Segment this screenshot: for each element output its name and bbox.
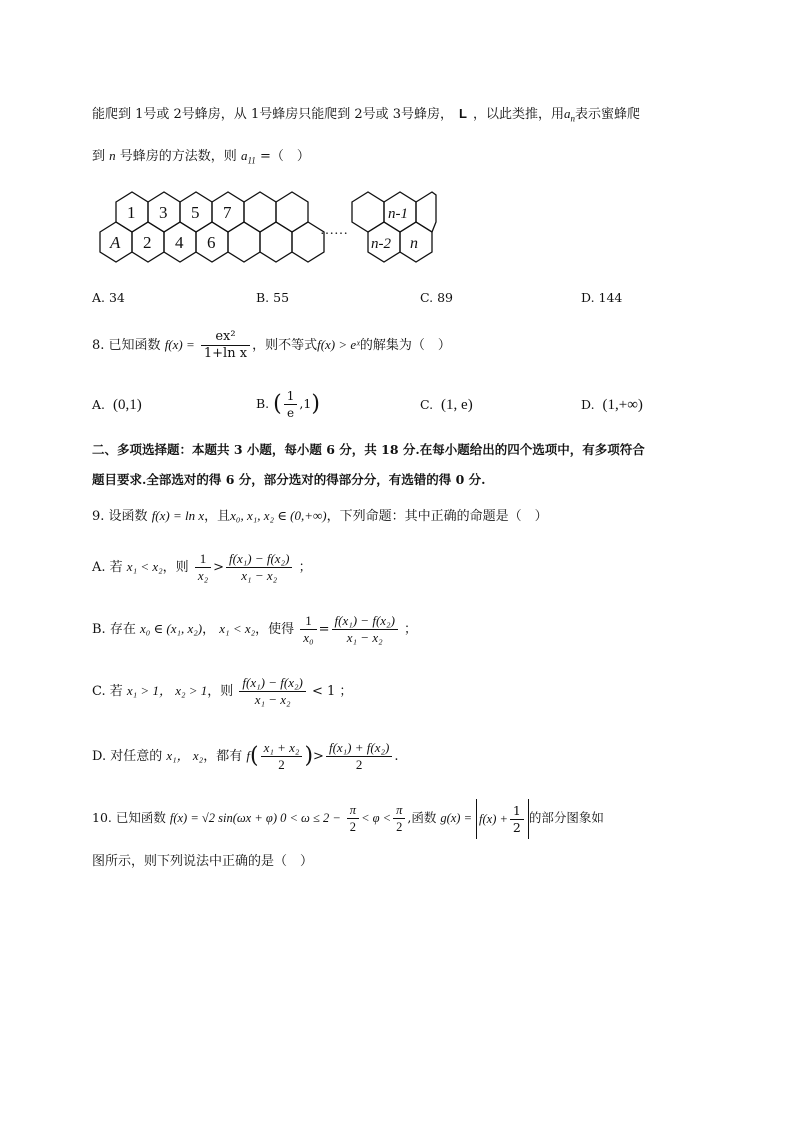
q8-b-fraction: $\frac{1}{e}$ xyxy=(284,388,298,421)
q10-abs xyxy=(476,799,529,839)
q8-option-a[interactable]: A. (0,1) xyxy=(92,397,142,413)
q9d-rparen: ) xyxy=(304,743,314,769)
q8-suffix: 的解集为（ ） xyxy=(359,338,451,353)
q8-option-c[interactable]: C. (1, e) xyxy=(420,397,473,413)
q9d-lparen: ( xyxy=(250,743,259,769)
q10-frac-pi-1: $\frac{\pi}{2}$ xyxy=(347,802,359,835)
q10-stem-line2: 图所示，则下列说法中正确的是（ ） xyxy=(92,854,314,869)
q7-option-c[interactable]: C. 89 xyxy=(420,290,453,305)
q7-stem-line2 xyxy=(92,146,310,171)
q9b-eq: = xyxy=(318,622,330,637)
q8-ineq: f(x) > eˣ xyxy=(317,337,360,352)
q10-lt: < φ < xyxy=(361,811,392,825)
q9d-f: f xyxy=(246,748,250,763)
q9b-cond2: x₁ < x₂ xyxy=(219,621,256,636)
q10-func: f(x) = √2 sin(ωx + φ) 0 < ω ≤ 2 − xyxy=(169,811,341,825)
q8-c-value: (1, e) xyxy=(441,397,473,413)
cell-label-1: 1 xyxy=(127,203,136,222)
q10-mid: ,函数 xyxy=(407,810,437,825)
q9-option-c[interactable] xyxy=(92,670,352,713)
q7-text-1: 能爬到 1号或 2号蜂房，从 1号蜂房只能爬到 2号或 3号蜂房， xyxy=(92,107,454,122)
q9d-prefix: D. 对任意的 xyxy=(92,749,163,764)
q10-frac-pi-2: $\frac{\pi}{2}$ xyxy=(393,802,405,835)
figure-dots: …… xyxy=(320,223,348,238)
q9-text-c: ，下列命题：其中正确的命题是（ ） xyxy=(326,509,548,524)
ellipsis-glyph: L xyxy=(459,106,467,121)
section2-line2: 题目要求.全部选对的得 6 分，部分选对的得部分分，有选错的得 0 分. xyxy=(92,472,486,487)
q7-stem-line1 xyxy=(92,104,640,129)
q8-b-lparen: ( xyxy=(273,391,282,417)
q9b-end: ； xyxy=(404,622,418,637)
q8-d-value: (1,+∞) xyxy=(602,397,643,413)
q9-func: f(x) = ln x xyxy=(151,508,205,523)
cell-label-6: 6 xyxy=(207,233,216,252)
a-n: $a_n$ xyxy=(564,106,575,124)
q9a-frac-left: $\frac{1}{\text{x₂}}$ xyxy=(195,551,211,584)
q9b-frac-right: $\frac{\text{f(x₁) − f(x₂)}}{\text{x₁ − x₂}}$ xyxy=(332,613,398,646)
q7-option-d[interactable]: D. 144 xyxy=(581,290,623,305)
cell-label-5: 5 xyxy=(191,203,200,222)
cell-label-n: n xyxy=(410,235,418,252)
q9d-frac-mid: $\frac{\text{x₁ + x₂}}{2}$ xyxy=(261,740,303,773)
q10-suffix: 的部分图象如 xyxy=(528,810,604,825)
q10-inner: f(x) + xyxy=(479,811,508,826)
q9c-then: ，则 xyxy=(207,684,234,699)
q9a-end: ； xyxy=(298,560,312,575)
q9b-comma: ， xyxy=(202,622,216,637)
cell-label-3: 3 xyxy=(159,203,168,222)
a-11: $a_{11}$ xyxy=(240,148,256,166)
q8-fraction: $\frac{\text{ex²}}{\text{1+ln x}}$ xyxy=(201,329,250,362)
cell-label-A: A xyxy=(110,233,121,252)
q9b-frac-left: $\frac{1}{\text{x₀}}$ xyxy=(300,613,316,646)
q9-stem xyxy=(92,506,548,527)
q9c-cond: x₁ > 1， x₂ > 1 xyxy=(126,683,208,698)
q9b-such-that: ，使得 xyxy=(255,622,295,637)
q8-fx: f(x) = xyxy=(164,337,195,352)
q10-stem-line1 xyxy=(92,798,604,839)
q9d-has: ，都有 xyxy=(203,749,243,764)
q7-text-5: 号蜂房的方法数，则 xyxy=(119,149,237,164)
q7-text-6: =（ ） xyxy=(259,149,310,164)
q9-text-b: ，且 xyxy=(204,509,231,524)
cell-label-7: 7 xyxy=(223,203,232,222)
q9a-gt: > xyxy=(213,560,225,575)
cell-label-4: 4 xyxy=(175,233,184,252)
q9d-end: . xyxy=(394,749,399,764)
cell-label-n-1: n-1 xyxy=(388,206,408,222)
q8-option-d[interactable]: D. (1,+∞) xyxy=(581,397,643,413)
q10-frac-half: $\frac{1}{2}$ xyxy=(510,803,524,836)
q8-a-value: (0,1) xyxy=(112,397,142,413)
q9-prefix: 9. 设函数 xyxy=(92,509,148,524)
q9a-prefix: A. 若 xyxy=(92,560,123,575)
q9d-frac-right: $\frac{\text{f(x₁) + f(x₂)}}{2}$ xyxy=(326,740,392,773)
q9c-frac: $\frac{\text{f(x₁) − f(x₂)}}{\text{x₁ − x₂}}$ xyxy=(239,675,305,708)
q9b-cond: x₀ ∈ (x₁, x₂) xyxy=(139,621,203,636)
q7-text-4: 到 xyxy=(92,149,106,164)
section2-line1: 二、多项选择题：本题共 3 小题，每小题 6 分，共 18 分.在每小题给出的四个选项中，有多项符合 xyxy=(92,442,645,457)
cell-label-n-2: n-2 xyxy=(371,236,391,252)
q10-prefix: 10. 已知函数 xyxy=(92,810,166,825)
q9-option-a[interactable] xyxy=(92,546,312,589)
q7-text-3: 表示蜜蜂爬 xyxy=(575,107,641,122)
q7-n: n xyxy=(109,148,116,163)
q7-option-a[interactable]: A. 34 xyxy=(92,290,125,305)
q9a-frac-right: $\frac{\text{f(x₁) − f(x₂)}}{\text{x₁ − x₂}}$ xyxy=(226,551,292,584)
q9d-gt: > xyxy=(313,749,324,764)
q8-b-rparen: ) xyxy=(311,391,320,417)
q9-option-d[interactable] xyxy=(92,734,399,779)
honeycomb-figure xyxy=(96,186,446,274)
q7-text-2: ，以此类推，用 xyxy=(472,107,564,122)
q8-b-rest: ,1 xyxy=(299,396,312,411)
q8-mid: ，则不等式 xyxy=(252,338,318,353)
q7-option-b[interactable]: B. 55 xyxy=(256,290,290,305)
q9c-prefix: C. 若 xyxy=(92,684,123,699)
q8-prefix: 8. 已知函数 xyxy=(92,338,161,353)
q8-option-b[interactable]: B. ( $\frac{1}{e}$ ,1) xyxy=(256,389,320,420)
q9-option-b[interactable] xyxy=(92,608,417,651)
q9c-end: < 1 ； xyxy=(311,684,353,699)
q9b-prefix: B. 存在 xyxy=(92,622,136,637)
q9d-cond: x₁， x₂ xyxy=(166,748,204,763)
q8-stem xyxy=(92,326,451,365)
q9a-cond: x₁ < x₂ xyxy=(126,559,163,574)
cell-label-2: 2 xyxy=(143,233,152,252)
q9-set: x₀, x₁, x₂ ∈ (0,+∞) xyxy=(230,508,327,523)
q10-g: g(x) = xyxy=(440,811,473,825)
q9a-then: ，则 xyxy=(162,560,189,575)
